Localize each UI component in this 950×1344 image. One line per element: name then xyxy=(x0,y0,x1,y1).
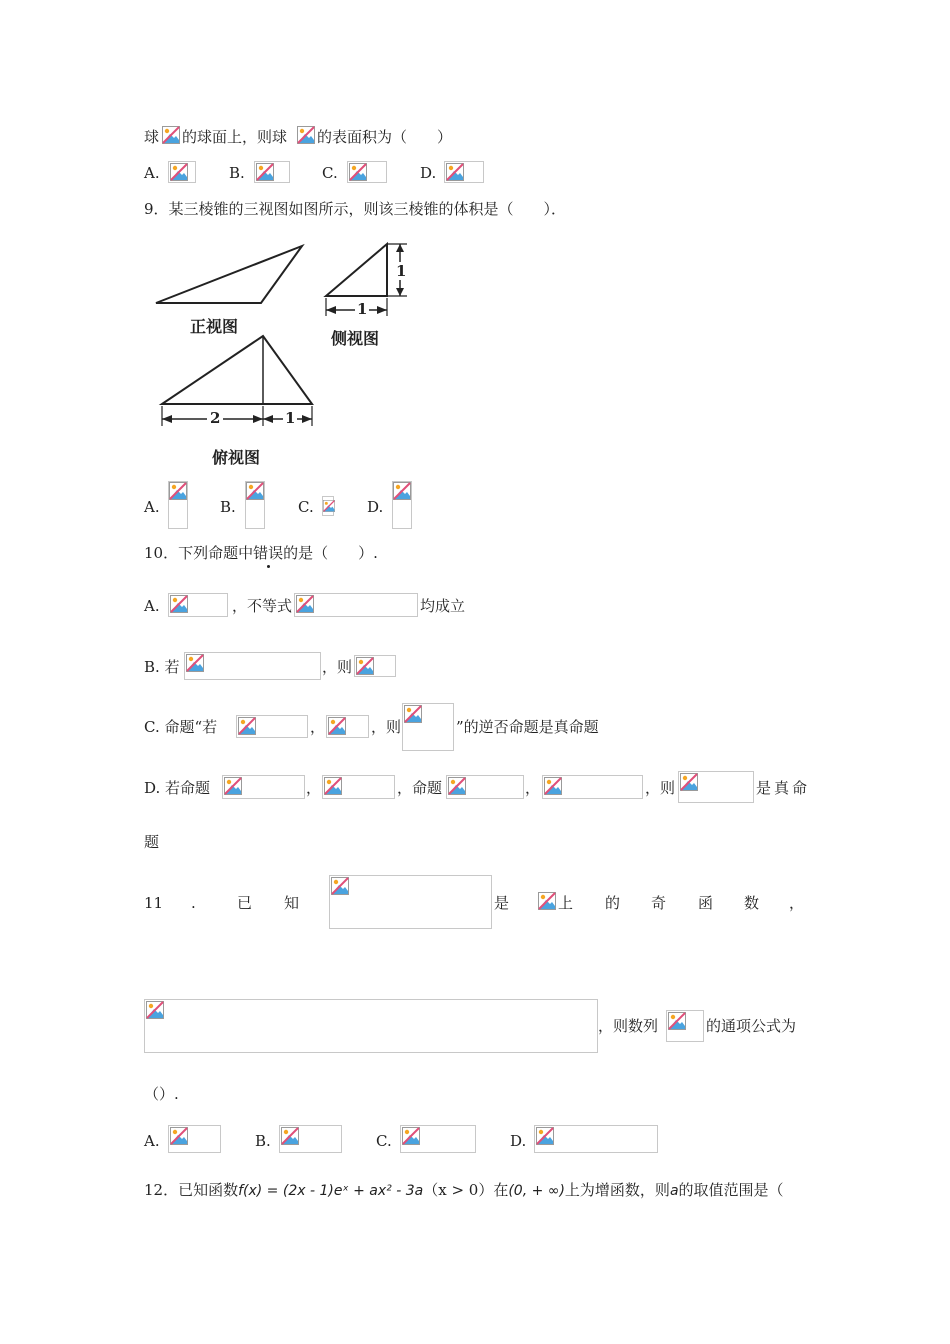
option-label-c: C. xyxy=(376,1132,392,1150)
option-image-c xyxy=(322,496,334,516)
option-image-a xyxy=(168,161,196,183)
formula-image xyxy=(222,775,305,799)
option-label-b: B. xyxy=(220,498,236,516)
broken-image-icon xyxy=(680,773,698,791)
broken-image-icon xyxy=(404,705,422,723)
q11-char: 奇 xyxy=(651,894,667,912)
q10-stem-emphasis: 错误 xyxy=(253,544,284,562)
option-image-d xyxy=(444,161,484,183)
broken-image-icon xyxy=(536,1127,554,1145)
option-image-a xyxy=(168,481,188,529)
formula-image xyxy=(678,771,754,803)
broken-image-icon xyxy=(544,777,562,795)
arrow-right xyxy=(377,306,387,314)
q12-line xyxy=(144,1180,784,1201)
broken-image-icon xyxy=(324,777,342,795)
option-image-d xyxy=(534,1125,658,1153)
text-ball-1: 球 xyxy=(144,128,160,146)
option-label-c: C. xyxy=(322,164,338,182)
formula-image xyxy=(326,715,369,738)
broken-image-icon xyxy=(393,482,411,500)
q11-paren: （）. xyxy=(144,1085,179,1103)
broken-image-icon xyxy=(186,654,204,672)
formula-image xyxy=(184,652,321,680)
q11-char: 知 xyxy=(284,894,300,912)
q10-d-text-2: ，命题 xyxy=(397,779,443,797)
arrow-left xyxy=(263,415,273,423)
formula-image xyxy=(329,875,492,929)
q11-dot: . xyxy=(191,894,196,912)
arrow-left xyxy=(326,306,336,314)
q12-interval: (0, + ∞) xyxy=(508,1183,565,1199)
formula-image xyxy=(162,126,182,146)
broken-image-icon xyxy=(446,163,464,181)
top-width-2-value: 2 xyxy=(207,409,223,427)
q12-text: 12．已知函数 xyxy=(144,1181,239,1199)
arrow-left xyxy=(162,415,172,423)
q12-text-2: 在 xyxy=(493,1181,509,1199)
top-width-1-value: 1 xyxy=(285,409,296,427)
broken-image-icon xyxy=(246,482,264,500)
q10-c-text-3: ”的逆否命题是真命题 xyxy=(456,718,599,736)
option-image-b xyxy=(245,481,265,529)
q11-seq-text: ，则数列 xyxy=(598,1017,659,1035)
broken-image-icon xyxy=(296,595,314,613)
q10-b-label: B. 若 xyxy=(144,658,180,676)
text-surface-area: 的表面积为（ ） xyxy=(317,128,453,146)
q10-d-text-5: 是真命 xyxy=(756,779,811,797)
q11-is: 是 xyxy=(494,894,510,912)
option-label-a: A. xyxy=(144,1132,160,1150)
option-label-b: B. xyxy=(255,1132,271,1150)
q12-var: a xyxy=(669,1183,679,1199)
broken-image-icon xyxy=(162,126,180,144)
formula-image xyxy=(666,1010,704,1042)
arrow-right xyxy=(253,415,263,423)
formula-image xyxy=(168,593,228,617)
broken-image-icon xyxy=(169,482,187,500)
formula-image xyxy=(294,593,418,617)
q10-stem-a: 10．下列命题中 xyxy=(144,544,254,562)
broken-image-icon xyxy=(538,892,556,910)
broken-image-icon xyxy=(170,595,188,613)
q10-d-text-4: ，则 xyxy=(645,779,676,797)
q9-stem: 9．某三棱锥的三视图如图所示，则该三棱锥的体积是（ ）． xyxy=(144,200,567,218)
q11-char: 已 xyxy=(237,894,253,912)
top-view-triangle xyxy=(162,336,312,404)
q10-a-text-2: 均成立 xyxy=(420,597,466,615)
option-image-d xyxy=(392,481,412,529)
formula-image xyxy=(322,775,395,799)
option-label-b: B. xyxy=(229,164,245,182)
option-image-b xyxy=(279,1125,342,1153)
broken-image-icon xyxy=(323,497,335,515)
q10-c-text: ， xyxy=(310,718,326,736)
formula-image xyxy=(542,775,643,799)
formula-image xyxy=(446,775,524,799)
broken-image-icon xyxy=(281,1127,299,1145)
q10-d-label: D. 若命题 xyxy=(144,779,211,797)
arrow-down xyxy=(396,288,404,296)
broken-image-icon xyxy=(349,163,367,181)
formula-image xyxy=(236,715,308,738)
q10-stem xyxy=(144,543,378,563)
q11-char: 的 xyxy=(605,894,621,912)
formula-image xyxy=(538,892,558,912)
formula-image xyxy=(402,703,454,751)
option-label-a: A. xyxy=(144,498,160,516)
q10-a-text: ，不等式 xyxy=(232,597,293,615)
q11-formula-text: 的通项公式为 xyxy=(706,1017,797,1035)
option-label-d: D. xyxy=(510,1132,527,1150)
q11-number: 11 xyxy=(144,894,164,912)
front-view-label: 正视图 xyxy=(190,314,238,337)
top-view-label: 俯视图 xyxy=(212,448,261,467)
q11-char: ， xyxy=(789,894,805,912)
broken-image-icon xyxy=(402,1127,420,1145)
q11-char: 函 xyxy=(698,894,714,912)
arrow-up xyxy=(396,244,404,252)
broken-image-icon xyxy=(668,1012,686,1030)
broken-image-icon xyxy=(448,777,466,795)
q10-c-label: C. 命题“若 xyxy=(144,718,218,736)
q10-b-text: ，则 xyxy=(322,658,353,676)
option-label-d: D. xyxy=(367,498,384,516)
q10-d-text-6: 题 xyxy=(144,833,160,851)
broken-image-icon xyxy=(146,1001,164,1019)
option-image-a xyxy=(168,1125,221,1153)
q12-text-4: 的取值范围是（ xyxy=(678,1181,784,1199)
option-image-b xyxy=(254,161,290,183)
option-image-c xyxy=(400,1125,476,1153)
q10-stem-b: 的是（ ）. xyxy=(283,544,378,562)
broken-image-icon xyxy=(328,717,346,735)
broken-image-icon xyxy=(356,657,374,675)
broken-image-icon xyxy=(331,877,349,895)
option-image-c xyxy=(347,161,387,183)
front-view-triangle xyxy=(156,246,302,303)
formula-image xyxy=(354,655,396,677)
broken-image-icon xyxy=(170,1127,188,1145)
broken-image-icon xyxy=(256,163,274,181)
broken-image-icon xyxy=(297,126,315,144)
broken-image-icon xyxy=(224,777,242,795)
q12-function: f(x) = (2x - 1)eˣ + ax² - 3a xyxy=(238,1183,424,1199)
option-label-a: A. xyxy=(144,164,160,182)
q12-text-3: 上为增函数，则 xyxy=(564,1181,670,1199)
arrow-right xyxy=(302,415,312,423)
q10-c-text-2: ，则 xyxy=(371,718,402,736)
broken-image-icon xyxy=(170,163,188,181)
q10-d-text-3: ， xyxy=(525,779,541,797)
text-sphere-surface: 的球面上，则球 xyxy=(182,128,288,146)
option-label-c: C. xyxy=(298,498,314,516)
q11-char: 数 xyxy=(744,894,760,912)
q10-a-label: A. xyxy=(144,597,160,615)
q11-on: 上 xyxy=(558,894,574,912)
q12-condition: （x > 0） xyxy=(423,1181,494,1199)
side-view-label: 侧视图 xyxy=(331,329,380,348)
q10-d-text: ， xyxy=(306,779,322,797)
side-width-value: 1 xyxy=(357,300,368,318)
formula-image-wide xyxy=(144,999,598,1053)
broken-image-icon xyxy=(238,717,256,735)
side-height-value: 1 xyxy=(396,262,407,280)
formula-image xyxy=(297,126,317,146)
side-view-triangle xyxy=(326,244,387,296)
option-label-d: D. xyxy=(420,164,437,182)
